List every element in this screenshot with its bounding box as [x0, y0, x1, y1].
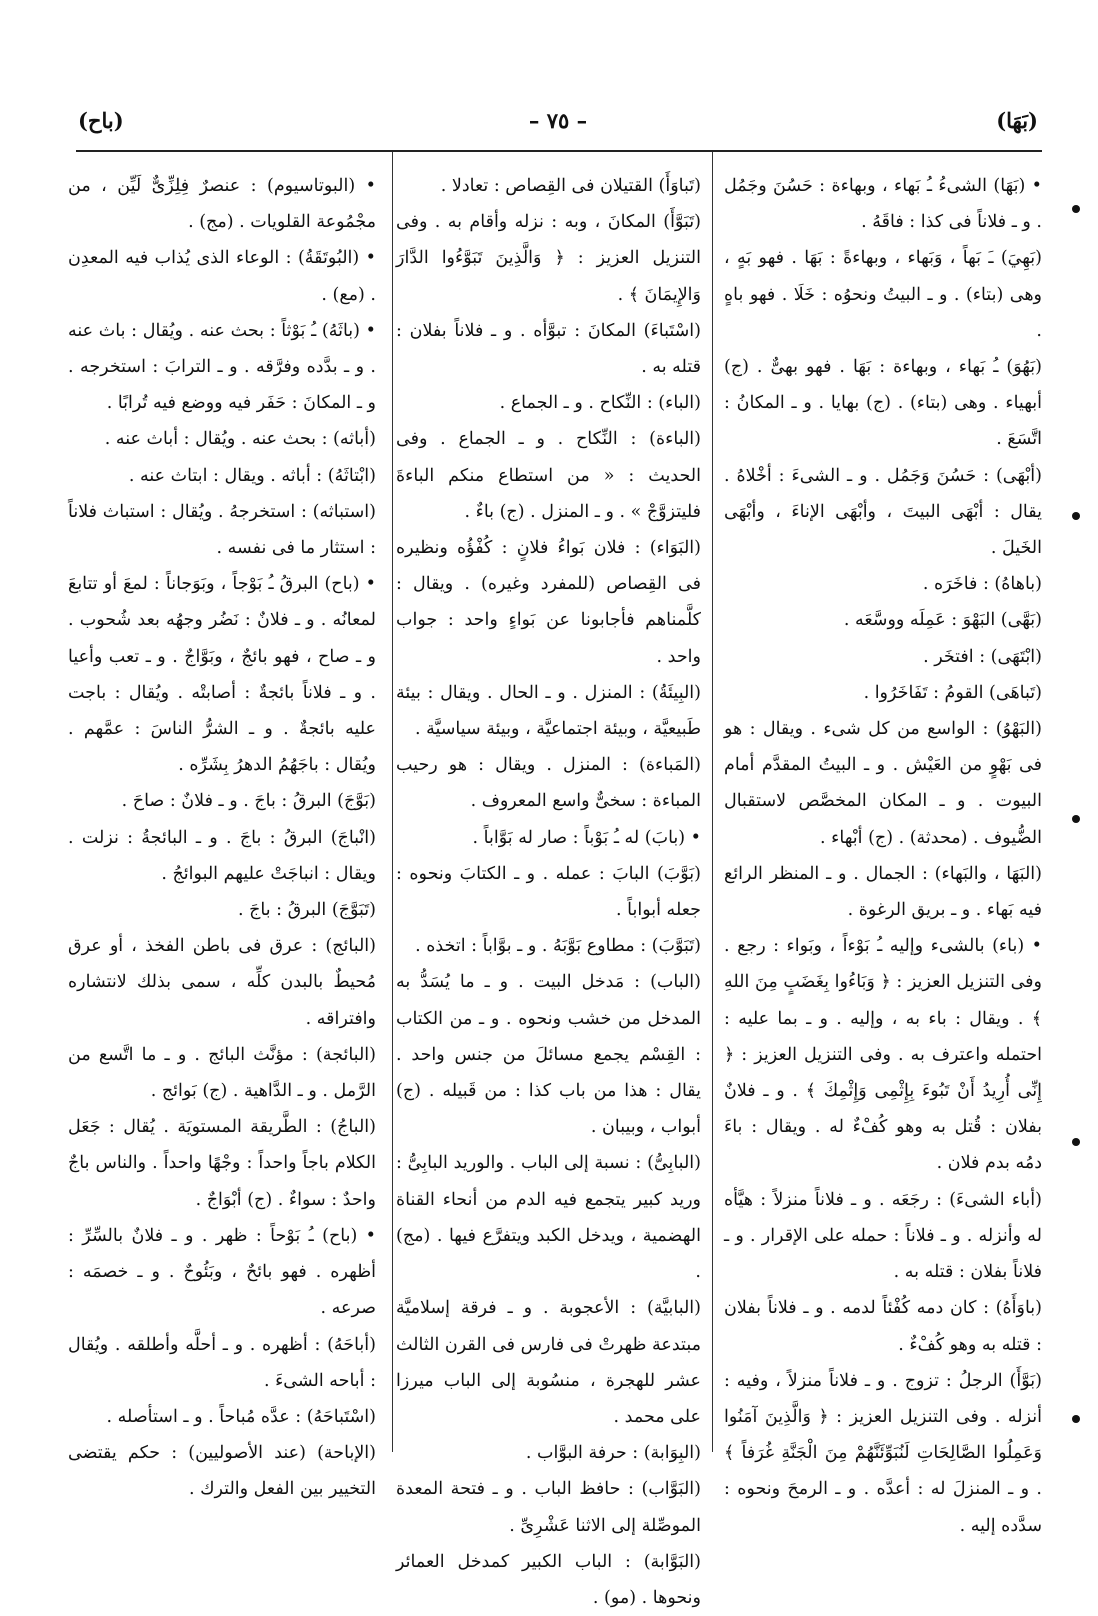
header-rule [76, 150, 1042, 152]
dictionary-entry: (البابيَّة) : الأعجوبة . و ـ فرقة إسلاميَّة مبتدعة ظهرتْ فى فارس فى القرن الثالث عشر للهجرة ، منسُوبة إلى الباب ميرزا على محمد . [396, 1298, 701, 1427]
dictionary-entry: (بَوَّجَ) البرقُ : باجَ . و ـ فلانٌ : صاحَ . [121, 791, 376, 812]
dictionary-entry: (البَهَا ، والبَهاء) : الجمال . و ـ المنظر الرائع فيه بَهاء . و ـ بريق الرغوة . [724, 863, 1042, 921]
dictionary-entry: • (باثَهُ) ـُ بَوْثاً : بحث عنه . ويُقال : باث عنه . و ـ بدَّده وفرَّقه . و ـ الترابَ : استخرجه . و ـ المكانَ : حَفَر فيه ووضع فيه تُرابًا . [68, 320, 376, 414]
dictionary-entry: (ابْتاثَهُ) : أباثه . ويقال : ابتاث عنه . [128, 465, 376, 486]
dictionary-entry: (الباء) : النِّكاح . و ـ الجماع . [499, 393, 701, 414]
dictionary-entry: (الإباحة) (عند الأصوليين) : حكم يقتضى التخيير بين الفعل والترك . [68, 1443, 376, 1500]
dictionary-entry: (تَبَوَّبَ) : مطاوع بَوَّبَهُ . و ـ بوَّاباً : اتخذه . [415, 936, 701, 957]
dictionary-entry: • (البُوتَقَةُ) : الوعاء الذى يُذاب فيه المعدِن . (مع) . [68, 248, 376, 305]
column-divider [712, 152, 713, 1452]
dictionary-entry: (باهاهُ) : فاخَرَه . [922, 574, 1042, 595]
dictionary-entry: (ابْتَهَى) : افتخَر . [923, 646, 1042, 667]
dictionary-entry: (البائجة) : مؤنَّث البائج . و ـ ما اتَّسع من الرَّمل . و ـ الدَّاهية . (ج) بَوائج . [68, 1044, 376, 1102]
margin-dot [1072, 1138, 1080, 1146]
dictionary-entry: (انْباجَ) البرقُ : باجَ . و ـ البائجةُ : نزلت . ويقال : انباجَتْ عليهم البوائجُ . [68, 827, 376, 884]
left-headword: (باح) [78, 108, 124, 133]
dictionary-entry: • (بَهَا) الشىءُ ـُ بَهاء ، وبهاءة : حَسُنَ وجَمُل . و ـ فلاناً فى كذا : فاقَهُ . [724, 176, 1042, 233]
column-left [68, 168, 376, 1500]
dictionary-entry: (البَوَّاب) : حافظ الباب . و ـ فتحة المعدة الموصِّلة إلى الاثنا عَشْرِىِّ . [396, 1479, 701, 1536]
dictionary-entry: (البَوَّابة) : الباب الكبير كمدخل العمائر ونحوها . (مو) . [396, 1551, 701, 1608]
dictionary-entry: (الباءة) : النِّكاح . و ـ الجماع . وفى الحديث : « من استطاع منكم الباءةَ فليتزوَّجْ » . و ـ المنزل . (ج) باءٌ . [396, 429, 701, 522]
dictionary-entry: (بَوَّبَ) البابَ : عمله . و ـ الكتابَ ونحوه : جعله أبواباً . [396, 863, 701, 921]
dictionary-entry: (البَهْوُ) : الواسع من كل شىء . ويقال : هو فى بَهْوٍ من العَيْش . و ـ البيتُ المقدَّم أمام البيوت . و ـ المكان المخصَّص لاستقبال الضُّيوف . (محدثة) . (ج) أبْهاء . [724, 719, 1042, 848]
dictionary-entry: (البائج) : عرق فى باطن الفخذ ، أو عرق مُحيطٌ بالبدن كلِّه ، سمى بذلك لانتشاره وافتراقه . [68, 936, 376, 1029]
dictionary-entry: • (البوتاسيوم) : عنصرٌ فِلِزِّىٌّ لَيِّن ، من مجْمُوعة القلويات . (مج) . [68, 176, 376, 233]
margin-dot [1072, 1415, 1080, 1423]
page-number: – ٧٥ – [528, 108, 588, 133]
dictionary-entry: (البِيئَةُ) : المنزل . و ـ الحال . ويقال : بيئة طَبيعيَّة ، وبيئة اجتماعيَّة ، وبيئة سياسيَّة . [396, 682, 701, 740]
dictionary-entry: • (باء) بالشىء وإليه ـُ بَوْءاً ، وبَواء : رجع . وفى التنزيل العزيز : ﴿ وَبَاءُوا بِغَضَبٍ مِنَ اللهِ ﴾ . ويقال : باء به ، وإليه . و ـ بما عليه : احتمله واعترف به . وفى التنزيل العزيز : ﴿ إِنِّى أُرِيدُ أَنْ تَبُوءَ بِإِثْمِى وَإِثْمِكَ ﴾ . و ـ فلانٌ بفلان : قُتل به وهو كُفْءٌ له . ويقال : باءَ دمُه بدم فلان . [724, 936, 1042, 1174]
dictionary-entry: (أباثه) : بحث عنه . ويُقال : أباث عنه . [104, 429, 376, 450]
right-headword: (بَهَا) [996, 108, 1038, 133]
dictionary-entry: (استباثه) : استخرجهُ . ويُقال : استباث فلاناً : استثار ما فى نفسه . [68, 501, 376, 559]
dictionary-entry: (البَوَاء) : فلان بَواءُ فلانٍ : كُفْؤُه ونظيره فى القِصاص (للمفرد وغيره) . ويقال : كلَّمناهم فأجابونا عن بَواءٍ واحد : جواب واحد . [396, 538, 701, 667]
dictionary-entry: (تَبَوَّجَ) البرقُ : باجَ . [237, 900, 376, 921]
dictionary-entry: (باوَأَهُ) : كان دمه كُفْئاً لدمه . و ـ فلاناً بفلان : قتله به وهو كُفْءٌ . [724, 1298, 1042, 1355]
dictionary-entry: (أباحَهُ) : أظهره . و ـ أحلَّه وأطلقه . ويُقال : أباحه الشىءَ . [68, 1334, 376, 1391]
dictionary-entry: • (باح) ـُ بَوْحاً : ظهر . و ـ فلانٌ بالسِّرِّ : أظهره . فهو بائحٌ ، وبَئُوحٌ . و ـ خصمَه : صرعه . [68, 1225, 376, 1319]
dictionary-entry: (الباجُ) : الطَّريقة المستويَة . يُقال : جَعَل الكلام باجاً واحداً : وجْهًا واحداً . والناس باجٌ واحدٌ : سواءٌ . (ج) أبْوَاجٌ . [68, 1117, 376, 1210]
dictionary-entry: (البابِىُّ) : نسبة إلى الباب . والوريد البابِىُّ : وريد كبير يتجمع فيه الدم من أنحاء القناة الهضمية ، ويدخل الكبد ويتفرَّع فيها . (مج) . [396, 1153, 701, 1283]
dictionary-entry: (الباب) : مَدخل البيت . و ـ ما يُسَدُّ به المدخل من خشب ونحوه . و ـ من الكتاب : القِسْم يجمع مسائلَ من جنس واحد . يقال : هذا من باب كذا : من قَبيله . (ج) أبواب ، وبيبان . [396, 972, 701, 1138]
dictionary-entry: (بَوَّأَ) الرجلُ : تزوج . و ـ فلاناً منزلاً ، وفيه : أنزله . وفى التنزيل العزيز : ﴿ وَالَّذِينَ آمَنُوا وَعَمِلُوا الصَّالِحَاتِ لَنُبَوِّئَنَّهُمْ مِنَ الْجَنَّةِ غُرَفاً ﴾ . و ـ المنزلَ له : أعدَّه . و ـ الرمحَ ونحوه : سدَّده إليه . [724, 1370, 1042, 1536]
column-middle [396, 168, 701, 1608]
dictionary-entry: (بَهِيَ) ـَ بَهاً ، وَبَهاء ، وبهاءةً : بَهَا . فهو بَهٍ ، وهى (بتاء) . و ـ البيتُ ونحوُه : خَلَا . فهو باهٍ . [724, 248, 1042, 341]
dictionary-entry: (تَباوَأَ) القتيلان فى القِصاص : تعادلا . [440, 176, 701, 196]
dictionary-entry: (البِوَابة) : حرفة البوَّاب . [525, 1443, 701, 1464]
dictionary-entry: (تَبَوَّأَ) المكانَ ، وبه : نزله وأقام به . وفى التنزيل العزيز : ﴿ وَالَّذِينَ تَبَوَّءُوا الدَّارَ وَالإِيمَانَ ﴾ . [396, 212, 701, 305]
margin-dot [1072, 205, 1080, 213]
dictionary-entry: (أبْهَى) : حَسُنَ وَجَمُل . و ـ الشىءَ : أخْلاهُ . يقال : أبْهَى البيتَ ، وأبْهَى الإناءَ ، وأبْهَى الخَيلَ . [724, 465, 1042, 559]
margin-dot [1072, 512, 1080, 520]
dictionary-entry: (بَهُوَ) ـُ بَهاء ، وبهاءة : بَهَا . فهو بهىٌّ . (ج) أبهياء . وهى (بتاء) . (ج) بهايا . و ـ المكانُ : اتَّسَعَ . [724, 357, 1042, 450]
dictionary-entry: (تَباهَى) القومُ : تَفَاخَرُوا . [863, 682, 1042, 703]
dictionary-entry: • (باح) البرقُ ـُ بَوْجاً ، وبَوَجاناً : لمعَ أو تتابعَ لمعانُه . و ـ فلانٌ : نَضُر وجهُه بعد شُحوب . و ـ صاح ، فهو بائجٌ ، وبَوَّاجٌ . و ـ تعب وأعيا . و ـ فلاناً بائجةٌ : أصابتْه . ويُقال : باجت عليه بائجةٌ . و ـ الشرُّ الناسَ : عمَّهم . ويُقال : باجَهُمُ الدهرُ بِشَرِّه . [68, 574, 376, 776]
dictionary-entry: • (بابَ) له ـُ بَوْباً : صار له بَوَّاباً . [472, 827, 701, 848]
dictionary-entry: (بَهَّى) البَهْوَ : عَمِلَه ووسَّعَه . [843, 610, 1042, 631]
column-right [724, 168, 1042, 1536]
dictionary-entry: (اسْتَباحَهُ) : عدَّه مُباحاً . و ـ استأصله . [106, 1406, 376, 1427]
dictionary-entry: (اسْتَباءَ) المكانَ : تبوَّأه . و ـ فلاناً بفلان : قتله به . [396, 320, 701, 378]
margin-dot [1072, 815, 1080, 823]
column-divider [392, 152, 393, 1452]
dictionary-entry: (أباء الشىءَ) : رجَعَه . و ـ فلاناً منزلاً : هيَّأه له وأنزله . و ـ فلاناً : حمله على الإقرار . و ـ فلاناً بفلان : قتله به . [724, 1189, 1042, 1283]
dictionary-entry: (المَباءة) : المنزل . ويقال : هو رحيب المباءة : سخىٌّ واسع المعروف . [396, 755, 701, 812]
page-header [78, 108, 1038, 148]
